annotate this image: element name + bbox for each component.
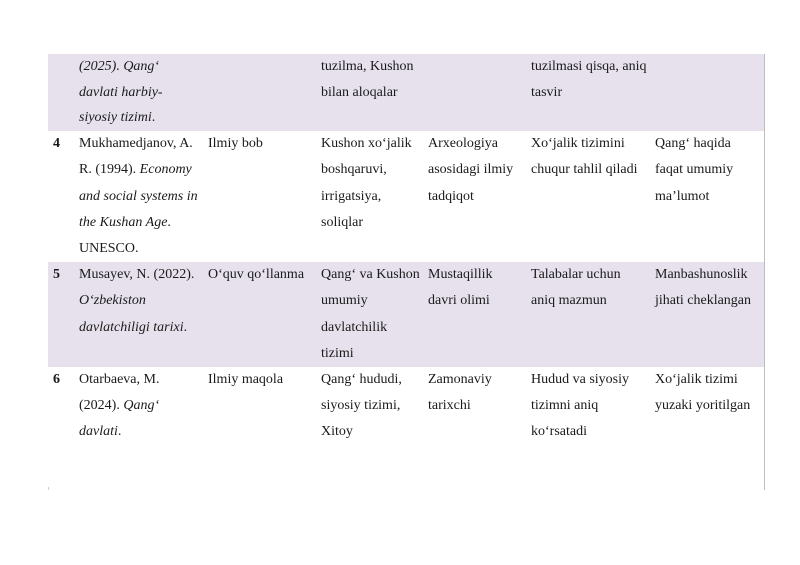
- limitation-cell: Manbashunoslik jihati cheklangan: [651, 262, 765, 367]
- source-type-cell: Ilmiy maqola: [208, 371, 284, 387]
- reference-author: Musayev, N. (2022).: [79, 267, 195, 283]
- table-left-border-end: [48, 487, 49, 490]
- author-position-cell: Arxeologiya asosidagi ilmiy tadqiqot: [428, 136, 514, 204]
- reference-title: O‘zbekiston davlatchiligi tarixi: [79, 293, 184, 335]
- advantage-cell: Xo‘jalik tizimini chuqur tahlil qiladi: [531, 136, 638, 178]
- reference-cell: Mukhamedjanov, A. R. (1994). Economy and social systems in the Kushan Age. UNESCO.: [79, 136, 198, 256]
- reference-cell: Musayev, N. (2022). O‘zbekiston davlatchiligi tarixi.: [75, 262, 204, 367]
- reference-cell: (2025). Qang‘ davlati harbiy-siyosiy tizimi.: [75, 54, 204, 131]
- content-cell: Kushon xo‘jalik boshqaruvi, irrigatsiya, soliqlar: [321, 136, 412, 230]
- advantage-cell: Hudud va siyosiy tizimni aniq ko‘rsatadi: [531, 371, 629, 440]
- author-position-cell: Zamonaviy tarixchi: [428, 371, 492, 414]
- table-right-border: [764, 54, 765, 490]
- limitation-cell: Xo‘jalik tizimi yuzaki yoritilgan: [655, 371, 751, 414]
- source-type-cell: Ilmiy bob: [208, 136, 263, 152]
- source-type-cell: [204, 54, 317, 131]
- table-row: [48, 367, 765, 446]
- row-number: 6: [53, 371, 60, 387]
- content-cell: Qang‘ va Kushon umumiy davlatchilik tizimi: [317, 262, 424, 367]
- content-cell: tuzilma, Kushon bilan aloqalar: [317, 54, 424, 131]
- row-number: 5: [48, 262, 75, 367]
- row-number: 4: [53, 136, 60, 152]
- reference-author: Mukhamedjanov, A. R. (1994).: [79, 136, 193, 178]
- advantage-cell: tuzilmasi qisqa, aniq tasvir: [527, 54, 651, 131]
- reference-title: (2025). Qang‘ davlati harbiy-siyosiy tizimi: [79, 59, 163, 126]
- content-cell: Qang‘ hududi, siyosiy tizimi, Xitoy: [321, 371, 402, 440]
- author-position-cell: [424, 54, 527, 131]
- table-row: [48, 131, 765, 262]
- sources-table: [48, 54, 765, 446]
- reference-cell: Otarbaeva, M. (2024). Qang‘ davlati.: [79, 371, 160, 440]
- advantage-cell: Talabalar uchun aniq mazmun: [527, 262, 651, 367]
- limitation-cell: [651, 54, 765, 131]
- table-row: [48, 262, 765, 367]
- row-number: [48, 54, 75, 131]
- reference-title: Qang‘ davlati: [79, 398, 160, 440]
- reference-author: Otarbaeva, M. (2024).: [79, 371, 160, 414]
- table-row: [48, 54, 765, 131]
- limitation-cell: Qang‘ haqida faqat umumiy ma’lumot: [655, 136, 734, 204]
- source-type-cell: O‘quv qo‘llanma: [204, 262, 317, 367]
- reference-publisher: UNESCO.: [79, 240, 139, 256]
- author-position-cell: Mustaqillik davri olimi: [424, 262, 527, 367]
- reference-title: Economy and social systems in the Kushan Age: [79, 162, 198, 230]
